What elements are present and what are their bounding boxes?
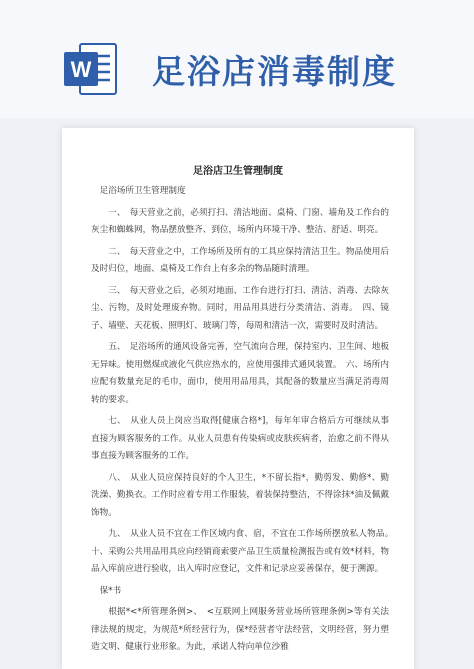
document-paragraph: 五、 足浴场所的通风设备完善，空气流向合理，保持室内、卫生间、地板无异味。使用燃煤或液化气供应热水的，应使用强排式通风装置。 六、场所内应配有数量充足的毛巾，面巾，使用用品用具，其配备的数量应当满足消毒周转的要求。 <box>91 342 389 405</box>
document-paragraph: 九、 从业人员不宜在工作区域内食、宿，不宜在工作场所摆放私人物品。 十、采购公共用品用具应向经销商索要产品卫生质量检测报告或有效*材料，物品入库前应进行验收，出入库时应登记，文件和记录应妥善保存，便于溯源。 <box>91 529 398 574</box>
document-paragraph: 三、 每天营业之后，必须对地面、工作台进行打扫、清洁、消毒、去除灰尘、污物，及时处理废弃物。同时，用品用具进行分类清洁、消毒。 四、镜子、墙壁、天花板、照明灯、玻璃门等，每周和清洁一次，需要时及时清洁。 <box>91 285 389 331</box>
document-paragraph: 二、 每天营业之中，工作场所及所有的工具应保持清洁卫生。物品使用后及时归位，地面、桌椅及工作台上有多余的物品随时清理。 <box>91 246 389 274</box>
document-paragraph: 八、 从业人员应保持良好的个人卫生，*不留长指*，勤剪发、勤修*、勤洗澡、勤换衣。工作时应着专用工作服装，着装保持整洁，不得涂抹*油及佩戴饰物。 <box>91 472 389 518</box>
document-page <box>62 128 414 669</box>
banner-header <box>0 0 474 118</box>
document-paragraph: 一、 每天营业之前，必须打扫、清洁地面、桌椅、门窗、墙角及工作台的灰尘和蜘蛛网，物品摆放整齐、到位，场所内环境干净、整洁、舒适、明亮。 <box>91 207 389 235</box>
svg-text:W: W <box>70 57 92 82</box>
document-paragraph: 根据*<*所管理条例>、 <互联网上网服务营业场所管理条例>等有关法律法规的规定，为规范*所经营行为，保*经营者守法经营，文明经营，努力塑造文明、健康行业形象。为此，承诺人特向单位沙雅 <box>91 607 389 652</box>
document-paragraph: 七、 从业人员上岗应当取得[健康合格*]，每年年审合格后方可继续从事直接为顾客服务的工作。从业人员患有传染病或皮肤疾病者，治愈之前不得从事直接为顾客服务的工作。 <box>91 416 389 461</box>
word-document-icon <box>62 40 120 98</box>
document-body <box>91 183 398 661</box>
banner-title: 足浴店消毒制度 <box>152 52 397 91</box>
document-title: 足浴店卫生管理制度 <box>193 166 283 177</box>
document-paragraph: 保*书 <box>99 585 122 596</box>
document-paragraph: 足浴场所卫生管理制度 <box>99 186 186 196</box>
